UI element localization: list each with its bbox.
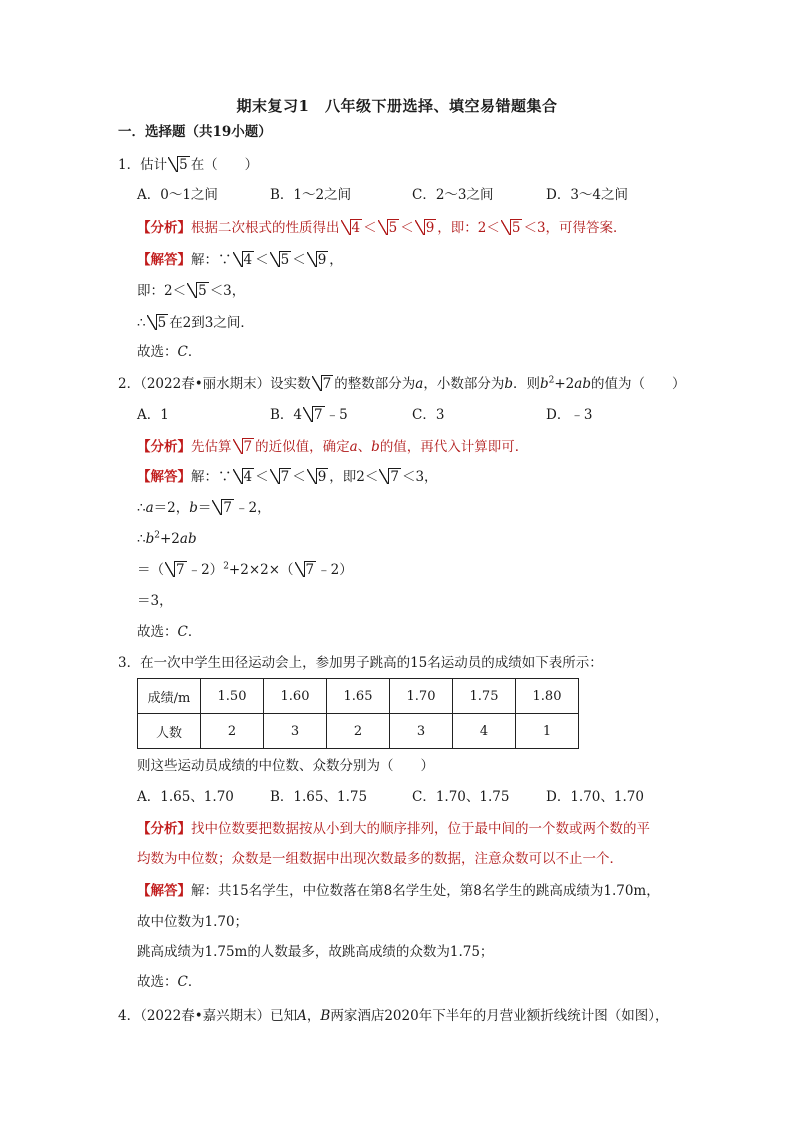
question-2-solution-line-2 (137, 498, 271, 518)
option-b[interactable]: B．1.65、1.75 (270, 789, 368, 805)
analysis-text: 、 (357, 439, 372, 455)
radicand: 5 (511, 220, 521, 236)
question-1-analysis (137, 218, 627, 238)
variable: b (145, 531, 155, 547)
solution-text: ＝ (197, 500, 212, 516)
option-text: ﹣5 (325, 407, 348, 423)
table-cell: 1.60 (264, 679, 327, 714)
radicand: 4 (243, 252, 253, 268)
table-cell: 1.50 (201, 679, 264, 714)
exponent: 2 (154, 530, 160, 541)
question-text: ， (306, 1008, 321, 1024)
sqrt-symbol (341, 218, 363, 238)
option-d[interactable]: D．3～4之间 (546, 187, 629, 203)
radicand: 7 (390, 469, 399, 485)
variable: b (504, 376, 513, 392)
answer-text: 故选： (137, 624, 178, 640)
radicand: 7 (322, 376, 332, 392)
question-3-solution-line-2: 故中位数为1.70； (137, 914, 249, 930)
question-2-answer (137, 622, 201, 642)
table-cell: 1.65 (327, 679, 390, 714)
variable: a (349, 439, 358, 455)
answer-text: ． (187, 344, 202, 360)
radicand: 7 (305, 562, 315, 578)
radicand: 7 (176, 562, 185, 578)
score-table (137, 678, 579, 749)
solution-tag: 【解答】 (137, 883, 191, 899)
option-c[interactable]: C．1.70、1.75 (412, 789, 510, 805)
table-cell: 4 (453, 714, 516, 749)
variable: ab (179, 531, 197, 547)
less-than: ＜ (292, 469, 306, 485)
table-header-cell: 成绩/m (138, 679, 201, 714)
question-1-solution-line-1 (137, 250, 343, 270)
radicand: 5 (157, 315, 167, 331)
sqrt-symbol (212, 498, 234, 518)
answer-text: ． (187, 624, 202, 640)
solution-text: 解：共15名学生，中位数落在第8名学生处，第8名学生的跳高成绩为1.70m， (191, 883, 660, 899)
table-cell: 1.80 (516, 679, 579, 714)
option-d[interactable]: D．﹣3 (546, 407, 593, 423)
solution-text: ， (329, 252, 343, 268)
question-1-answer (137, 342, 201, 362)
less-than: ＜ (255, 469, 269, 485)
question-3-answer (137, 972, 201, 992)
sqrt-symbol (233, 467, 255, 487)
question-3-question: 则这些运动员成绩的中位数、众数分别为（ ） (137, 758, 434, 774)
sqrt-symbol (378, 218, 400, 238)
answer-letter: C (177, 624, 188, 640)
variable: a (145, 500, 154, 516)
solution-text: 解：∵ (191, 252, 232, 268)
table-cell: 3 (264, 714, 327, 749)
table-cell: 1.75 (453, 679, 516, 714)
question-text: （2022春•丽水期末）设实数 (140, 376, 311, 392)
less-than: ＜ (292, 252, 306, 268)
question-3-stem (118, 653, 603, 673)
question-3-analysis-line-1 (137, 819, 650, 839)
question-1-solution-line-2 (137, 281, 245, 301)
question-number: 1． (118, 157, 141, 173)
question-text: 估计 (140, 157, 168, 173)
solution-text: ＝2， (153, 500, 190, 516)
question-4-stem (118, 1006, 668, 1026)
solution-text: ，即2＜ (329, 469, 379, 485)
question-number: 4． (118, 1008, 141, 1024)
radicand: 7 (314, 407, 323, 423)
variable: B (320, 1008, 331, 1024)
less-than: ＜ (255, 252, 269, 268)
radicand: 5 (388, 220, 398, 236)
table-cell: 2 (327, 714, 390, 749)
table-row (138, 679, 579, 714)
table-cell: 1.70 (390, 679, 453, 714)
sqrt-symbol (270, 250, 292, 270)
analysis-text: 的近似值，确定 (255, 439, 350, 455)
analysis-tag: 【分析】 (137, 821, 191, 837)
question-3-solution-line-3: 跳高成绩为1.75m的人数最多，故跳高成绩的众数为1.75； (137, 944, 494, 960)
variable: b (371, 439, 380, 455)
solution-text: ＝（ (137, 562, 164, 578)
less-than: ＜ (363, 220, 377, 236)
analysis-text: 找中位数要把数据按从小到大的顺序排列，位于最中间的一个数或两个数的平 (191, 821, 650, 837)
question-2-solution-line-1 (137, 467, 438, 487)
analysis-tag: 【分析】 (137, 220, 191, 236)
option-b[interactable] (270, 405, 348, 425)
radicand: 5 (280, 252, 290, 268)
solution-text: ﹣2） (187, 562, 224, 578)
sqrt-symbol (233, 437, 255, 457)
sqrt-symbol (415, 218, 437, 238)
radicand: 7 (223, 500, 232, 516)
solution-tag: 【解答】 (137, 469, 191, 485)
radicand: 5 (198, 283, 207, 299)
table-cell: 2 (201, 714, 264, 749)
option-b[interactable]: B．1～2之间 (270, 187, 352, 203)
table-row (138, 714, 579, 749)
variable: a (415, 376, 424, 392)
radicand: 9 (317, 252, 327, 268)
question-text: 的值为（ ） (590, 376, 686, 392)
question-1-solution-line-3 (137, 313, 254, 333)
variable: b (539, 376, 549, 392)
radicand: 7 (243, 439, 253, 455)
sqrt-symbol (379, 467, 401, 487)
answer-text: ． (187, 974, 202, 990)
sqrt-symbol (307, 467, 329, 487)
answer-text: 故选： (137, 344, 178, 360)
solution-text: +2×2×（ (228, 562, 294, 578)
sqrt-symbol (501, 218, 523, 238)
solution-text: ﹣2） (317, 562, 353, 578)
sqrt-symbol (295, 560, 317, 580)
question-number: 2． (118, 376, 141, 392)
sqrt-symbol (303, 405, 325, 425)
solution-text: ＜3， (401, 469, 438, 485)
solution-text: ∴ (137, 315, 146, 331)
radicand: 4 (243, 469, 253, 485)
option-c[interactable]: C．3 (412, 407, 445, 423)
analysis-text: 先估算 (191, 439, 232, 455)
answer-letter: C (177, 344, 188, 360)
table-cell: 1 (516, 714, 579, 749)
radicand: 4 (351, 220, 361, 236)
sqrt-symbol (307, 250, 329, 270)
sqrt-symbol (270, 467, 292, 487)
variable: b (189, 500, 198, 516)
option-text: B．4 (270, 407, 303, 423)
solution-text: +2 (159, 531, 180, 547)
analysis-text: ，即：2＜ (437, 220, 500, 236)
table-header-cell: 人数 (138, 714, 201, 749)
sqrt-symbol (168, 155, 190, 175)
question-2-solution-line-3 (137, 529, 197, 549)
analysis-tag: 【分析】 (137, 439, 191, 455)
exponent: 2 (223, 561, 229, 572)
solution-text: 解：∵ (191, 469, 232, 485)
question-2-analysis (137, 437, 528, 457)
page-title: 期末复习1 八年级下册选择、填空易错题集合 (236, 97, 558, 115)
question-text: 两家酒店2020年下半年的月营业额折线统计图（如图）， (330, 1008, 669, 1024)
variable: A (297, 1008, 307, 1024)
exponent: 2 (548, 375, 555, 386)
question-1-stem (118, 155, 258, 175)
question-text: ，小数部分为 (423, 376, 505, 392)
question-text: ．则 (512, 376, 540, 392)
option-a[interactable]: A．1 (137, 407, 169, 423)
analysis-text: 的值，再代入计算即可． (379, 439, 529, 455)
question-2-stem (118, 374, 685, 394)
question-text: 在（ ） (190, 157, 259, 173)
question-3-analysis-line-2: 均数为中位数；众数是一组数据中出现次数最多的数据，注意众数可以不止一个． (137, 851, 623, 867)
question-2-solution-line-5: ＝3， (137, 593, 173, 609)
solution-text: 在2到3之间． (169, 315, 254, 331)
solution-text: 即：2＜ (137, 283, 187, 299)
question-text: 在一次中学生田径运动会上，参加男子跳高的15名运动员的成绩如下表所示： (140, 655, 603, 671)
analysis-text: ＜3，可得答案． (523, 220, 627, 236)
option-a[interactable]: A．1.65、1.70 (137, 789, 234, 805)
question-2-solution-line-4 (137, 560, 353, 580)
sqrt-symbol (312, 374, 334, 394)
question-3-solution-line-1 (137, 881, 660, 901)
sqrt-symbol (147, 313, 169, 333)
question-text: （2022春•嘉兴期末）已知 (140, 1008, 298, 1024)
question-text: 的整数部分为 (334, 376, 416, 392)
less-than: ＜ (400, 220, 414, 236)
option-a[interactable]: A．0～1之间 (137, 187, 218, 203)
answer-letter: C (177, 974, 188, 990)
sqrt-symbol (165, 560, 187, 580)
solution-text: ＜3， (209, 283, 246, 299)
table-cell: 3 (390, 714, 453, 749)
radicand: 9 (425, 220, 435, 236)
option-d[interactable]: D．1.70、1.70 (546, 789, 644, 805)
radicand: 5 (179, 157, 188, 173)
solution-text: ﹣2， (235, 500, 271, 516)
variable: ab (574, 376, 591, 392)
analysis-text: 根据二次根式的性质得出 (191, 220, 340, 236)
solution-text: ∴ (137, 531, 146, 547)
radicand: 7 (280, 469, 290, 485)
sqrt-symbol (233, 250, 255, 270)
sqrt-symbol (187, 281, 209, 301)
section-heading: 一．选择题（共19小题） (118, 124, 272, 140)
option-c[interactable]: C．2～3之间 (412, 187, 494, 203)
answer-text: 故选： (137, 974, 178, 990)
solution-text: ∴ (137, 500, 146, 516)
question-number: 3． (118, 655, 141, 671)
solution-tag: 【解答】 (137, 252, 191, 268)
question-text: +2 (554, 376, 575, 392)
radicand: 9 (317, 469, 327, 485)
